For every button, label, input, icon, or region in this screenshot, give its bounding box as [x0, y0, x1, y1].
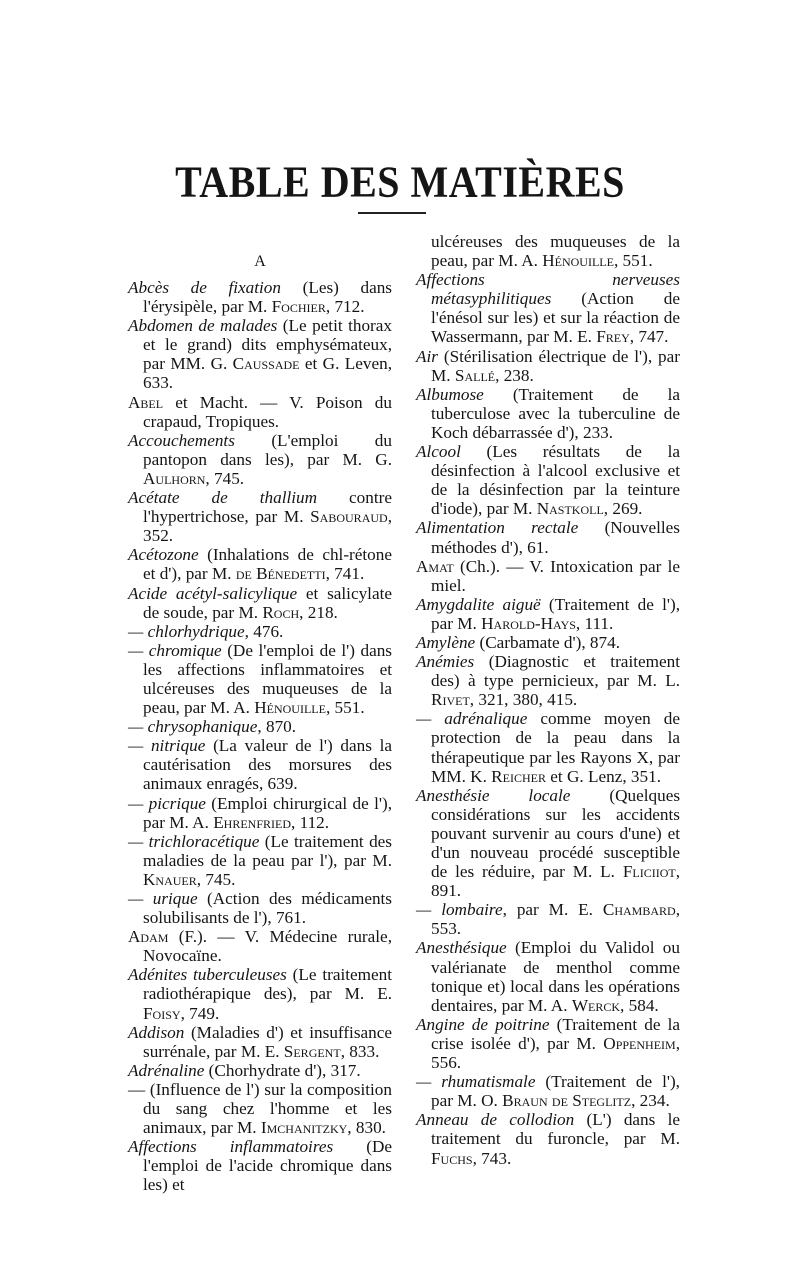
entry-text: (Les) dans l'érysipèle, par M. — [143, 278, 392, 317]
entry-page-ref: , 321, 380, 415. — [469, 690, 578, 710]
index-entry — [128, 1023, 392, 1061]
index-entry — [128, 965, 392, 1022]
page-title: TABLE DES MATIÈRES — [175, 156, 625, 207]
entry-keyword: — picrique — [128, 793, 206, 813]
index-entry — [128, 545, 392, 583]
entry-text: (Le petit thorax et le grand) dits emphysémateux, par MM. G. — [143, 316, 392, 374]
entry-text: , 870. — [257, 717, 297, 737]
entry-author: Hénouille — [254, 698, 326, 718]
index-entry — [128, 832, 392, 889]
entry-text: (Action de l'énésol sur les) et sur la réaction de Wassermann, par M. E. — [431, 289, 680, 347]
entry-page-ref: et Macht. — V. Poison du crapaud, Tropiques. — [143, 392, 392, 431]
entry-keyword: — adrénalique — [416, 709, 528, 729]
entry-text: (Chorhydrate d'), 317. — [204, 1060, 361, 1080]
index-entry — [416, 518, 680, 556]
index-entry — [416, 232, 680, 270]
entry-author: Reicher — [491, 766, 546, 786]
index-entry — [416, 900, 680, 938]
entry-text: (Emploi chirurgical de l'), par M. A. — [143, 793, 392, 832]
entry-text: (Carbamate d'), 874. — [475, 632, 621, 652]
entry-text: (Le traitement des maladies de la peau par l'), par M. — [143, 831, 392, 870]
entry-keyword: Anneau de collodion — [416, 1110, 575, 1130]
entry-keyword: Anémies — [416, 652, 475, 672]
index-entry — [128, 393, 392, 431]
entry-page-ref: , 218. — [299, 602, 338, 622]
entry-text: — (Influence de l') sur la composition du sang chez l'homme et les animaux, par M. — [128, 1079, 392, 1138]
entry-keyword: Affections nerveuses métasyphilitiques — [416, 270, 680, 309]
entry-author: Abel — [128, 392, 164, 412]
entry-keyword: Angine de poitrine — [416, 1014, 550, 1034]
entry-page-ref: (Ch.). — V. Intoxication par le miel. — [431, 556, 680, 595]
entry-page-ref: , 749. — [180, 1003, 220, 1023]
index-entry — [416, 557, 680, 595]
entry-text: (Action des médicaments solubilisants de l'), 761. — [143, 889, 392, 928]
entry-keyword: Amygdalite aiguë — [416, 594, 541, 614]
entry-keyword: Adrénaline — [128, 1060, 205, 1080]
entry-author: Nastkoll — [536, 499, 604, 519]
entry-author: Imchanitzky — [260, 1118, 348, 1138]
entry-keyword: Air — [416, 346, 438, 366]
index-entry — [416, 938, 680, 1014]
entry-keyword: Abcès de fixation — [128, 278, 281, 297]
entry-text: (Stérilisation électrique de l'), par M. — [431, 346, 680, 385]
entry-author: Amat — [416, 556, 454, 576]
index-column-right — [416, 232, 680, 1168]
index-entry — [128, 278, 392, 316]
entry-keyword: — chlorhydrique — [128, 621, 245, 641]
entry-text: (Inhalations de chl-rétone et d'), par M. — [143, 545, 392, 584]
entry-page-ref: , 551. — [325, 698, 365, 718]
entry-keyword: — chromique — [128, 640, 222, 660]
entry-text: (De l'emploi de l') dans les affections inflammatoires et ulcéreuses des muqueuses de la peau, par M. A. — [143, 640, 392, 718]
entry-keyword: — urique — [128, 889, 198, 908]
entry-author: Frey — [596, 327, 630, 347]
index-entry — [128, 794, 392, 832]
entry-text: (De l'emploi de l'acide chromique dans les) et — [143, 1137, 392, 1195]
entry-author: Sabouraud — [310, 507, 388, 527]
entry-page-ref: (F.). — V. Médecine rurale, Novocaïne. — [143, 927, 392, 966]
entry-keyword: Albumose — [416, 384, 484, 404]
entry-text: (Diagnostic et traitement des) à type pernicieux, par M. L. — [431, 652, 680, 691]
entry-author: Caussade — [232, 354, 300, 374]
entry-text: (L') dans le traitement du furoncle, par M. — [431, 1110, 681, 1149]
entry-page-ref: , 830. — [347, 1118, 386, 1138]
index-entry — [128, 1061, 392, 1080]
index-entry — [416, 652, 680, 709]
entry-author: Fochier — [271, 297, 326, 317]
entry-author: Sergent — [283, 1041, 341, 1061]
entry-text: (Quelques considérations sur les accidents pouvant survenir au cours d'une) et d'un nouveau procédé susceptible de les réduire, par M. L. — [431, 785, 681, 882]
entry-text: et salicylate de soude, par M. — [143, 583, 392, 622]
entry-keyword: Acétozone — [128, 545, 199, 565]
entry-page-ref: , 112. — [291, 812, 330, 832]
entry-page-ref: , 556. — [431, 1033, 680, 1073]
entry-keyword: Alimentation rectale — [416, 518, 579, 538]
entry-keyword: Accouchements — [128, 430, 235, 450]
entry-page-ref: , 553. — [431, 900, 680, 939]
entry-text: (La valeur de l') dans la cautérisation des morsures des animaux enragés, 639. — [143, 736, 392, 794]
entry-author: Braun de Steglitz — [502, 1091, 632, 1111]
entry-keyword: — chrysophanique — [128, 717, 258, 737]
index-entry — [128, 641, 392, 717]
index-column-left — [128, 252, 392, 1195]
entry-author: Hénouille — [542, 251, 614, 271]
entry-text: , par M. E. — [502, 900, 603, 920]
index-entry — [128, 717, 392, 736]
entry-text: (L'emploi du pantopon dans les), par M. G. — [143, 430, 392, 469]
entry-page-ref: et G. Lenz, 351. — [545, 766, 661, 786]
entry-page-ref: , 891. — [431, 862, 680, 901]
entry-keyword: Abdomen de malades — [128, 316, 278, 336]
index-entry — [416, 385, 680, 442]
entry-author: Aulhorn — [143, 468, 206, 488]
entry-text: (Traitement de la crise isolée d'), par M. — [431, 1014, 680, 1053]
entry-author: Knauer — [143, 869, 197, 889]
index-entry — [128, 736, 392, 793]
entry-text: ulcéreuses des muqueuses de la peau, par M. A. — [431, 232, 680, 271]
entry-page-ref: , 584. — [620, 995, 659, 1015]
entry-keyword: — trichloracétique — [128, 831, 260, 851]
index-entry — [416, 595, 680, 633]
index-entry — [128, 488, 392, 545]
entry-page-ref: , 238. — [495, 365, 534, 385]
entry-keyword: Affections inflammatoires — [128, 1137, 334, 1157]
entry-page-ref: , 352. — [143, 507, 392, 546]
title-rule — [358, 212, 426, 214]
index-entry — [416, 633, 680, 652]
entry-text: (Nouvelles méthodes d'), 61. — [431, 518, 680, 557]
entry-keyword: Adénites tuberculeuses — [128, 965, 287, 985]
entry-text: comme moyen de protection de la peau dans la thérapeutique par les Rayons X, par MM. K. — [431, 709, 680, 786]
entry-keyword: Amylène — [416, 632, 476, 652]
entry-author: Adam — [128, 927, 169, 947]
entry-keyword: Addison — [128, 1022, 185, 1042]
entry-page-ref: , 551. — [613, 251, 653, 271]
entry-author: Harold-Hays — [481, 613, 576, 633]
entry-page-ref: , 833. — [340, 1041, 380, 1061]
entry-text: contre l'hypertrichose, par M. — [143, 488, 392, 527]
index-entry — [416, 442, 680, 518]
entry-text: (Traitement de l'), par M. O. — [431, 1072, 680, 1111]
entry-page-ref: et G. Leven, 633. — [143, 354, 392, 393]
entry-keyword: Acide acétyl-salicylique — [128, 583, 298, 603]
entry-text: (Emploi du Validol ou valérianate de menthol comme tonique et) local dans les opérations dentaires, par M. A. — [431, 938, 680, 1015]
entry-author: Roch — [262, 602, 300, 622]
entry-keyword: — lombaire — [416, 900, 503, 920]
index-entry — [416, 347, 680, 385]
entry-author: Fliciiot — [622, 862, 676, 882]
index-entry — [416, 1015, 680, 1072]
entry-author: Foisy — [143, 1003, 181, 1023]
entry-page-ref: , 111. — [575, 613, 614, 633]
entry-author: Werck — [571, 995, 621, 1015]
entry-page-ref: , 747. — [629, 327, 669, 347]
entry-author: de Bénedetti — [235, 564, 326, 584]
index-entry — [128, 622, 392, 641]
entry-author: Ehrenfried — [213, 812, 292, 832]
index-entry — [128, 1080, 392, 1137]
entry-text: , 476. — [244, 621, 284, 641]
index-entry — [128, 927, 392, 965]
entry-text: (Traitement de l'), par M. — [431, 594, 680, 633]
index-entry — [416, 270, 680, 346]
entry-author: Chambard — [602, 900, 676, 920]
entry-keyword: Anesthésie locale — [416, 785, 571, 805]
entry-author: Sallé — [454, 365, 496, 385]
index-entry — [416, 786, 680, 901]
entry-author: Fuchs — [431, 1148, 473, 1168]
entry-page-ref: , 712. — [325, 297, 365, 317]
index-entry — [416, 709, 680, 785]
entry-text: (Le traitement radiothérapique des), par M. E. — [143, 965, 392, 1004]
entry-keyword: — rhumatismale — [416, 1072, 536, 1092]
entry-author: Rivet — [431, 690, 470, 710]
index-entry — [128, 1137, 392, 1194]
entry-keyword: Alcool — [416, 442, 461, 462]
entry-page-ref: , 745. — [205, 468, 245, 488]
entry-page-ref: , 743. — [472, 1148, 512, 1168]
index-entry — [416, 1110, 680, 1167]
index-entry — [128, 889, 392, 927]
entry-page-ref: , 745. — [196, 869, 236, 889]
entry-keyword: Acétate de thallium — [128, 488, 318, 508]
index-entry — [128, 584, 392, 622]
index-entry — [416, 1072, 680, 1110]
entry-keyword: Anesthésique — [416, 938, 507, 958]
entry-page-ref: , 741. — [325, 564, 365, 584]
entry-page-ref: , 234. — [631, 1091, 670, 1111]
section-letter: A — [254, 253, 266, 270]
entry-text: (Maladies d') et insuffisance surrénale, par M. E. — [143, 1022, 392, 1061]
index-entry — [128, 431, 392, 488]
entry-text: (Les résultats de la désinfection à l'alcool exclusive et de la désinfection par la teinture d'iode), par M. — [431, 442, 680, 519]
entry-keyword: — nitrique — [128, 736, 206, 756]
index-entry — [128, 316, 392, 392]
entry-text: (Traitement de la tuberculose avec la tuberculine de Koch débarrassée d'), 233. — [431, 384, 680, 442]
entry-page-ref: , 269. — [603, 499, 643, 519]
entry-author: Oppenheim — [603, 1033, 676, 1053]
